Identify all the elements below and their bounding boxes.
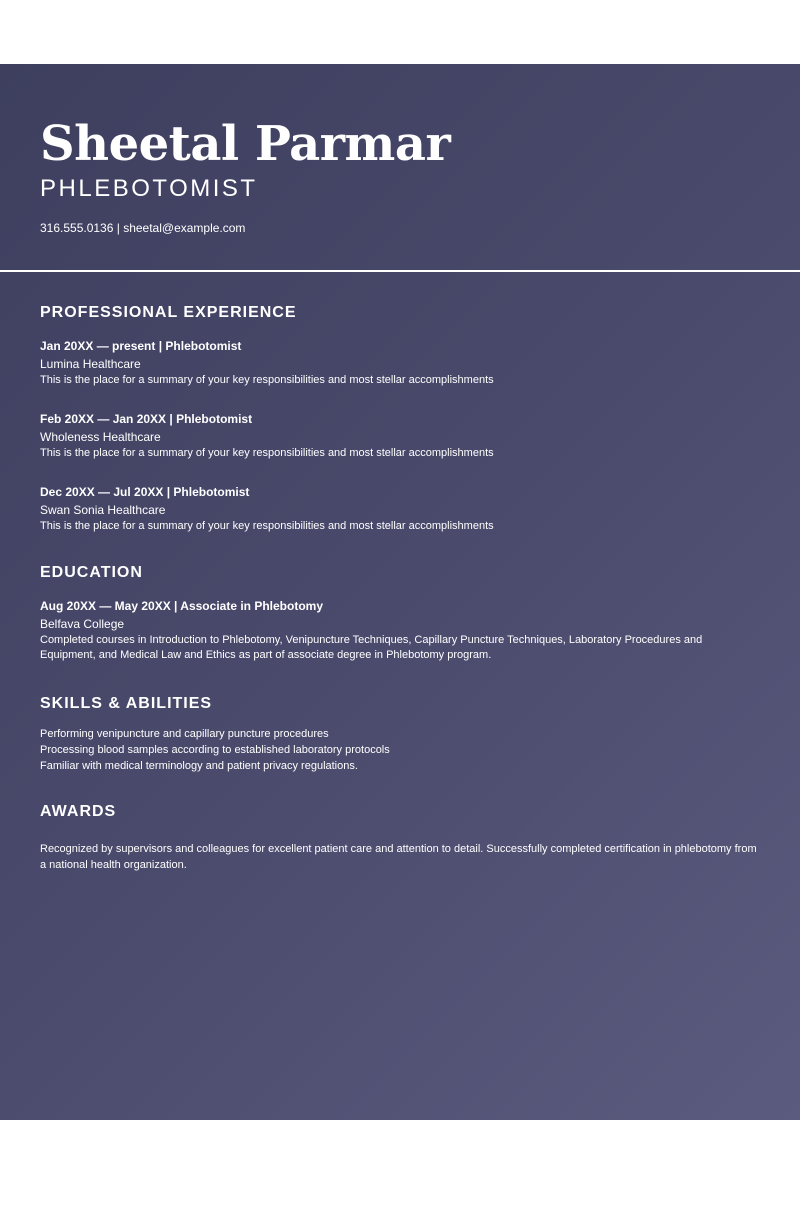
experience-section: [40, 304, 760, 534]
contact-info: 316.555.0136 | sheetal@example.com: [40, 221, 246, 235]
skills-list: [40, 726, 760, 774]
education-heading: EDUCATION: [40, 564, 143, 581]
job-header: Feb 20XX — Jan 20XX | Phlebotomist: [40, 412, 253, 426]
candidate-name: Sheetal Parmar: [40, 116, 451, 172]
awards-text: Recognized by supervisors and colleagues for excellent patient care and attention to detail. Successfully completed certification in phlebotomy from a national health organization.: [40, 843, 757, 871]
awards-section: [40, 803, 760, 873]
resume-content: [40, 304, 760, 897]
job-organization: Swan Sonia Healthcare: [40, 503, 166, 517]
job-header: Jan 20XX — present | Phlebotomist: [40, 339, 242, 353]
awards-heading: AWARDS: [40, 803, 117, 820]
job-header: Dec 20XX — Jul 20XX | Phlebotomist: [40, 485, 250, 499]
skill-item: Performing venipuncture and capillary puncture procedures: [40, 728, 329, 740]
experience-heading: PROFESSIONAL EXPERIENCE: [40, 304, 297, 321]
resume-page: [0, 64, 800, 1120]
job-entry: [40, 410, 760, 461]
job-organization: Wholeness Healthcare: [40, 430, 161, 444]
education-header: Aug 20XX — May 20XX | Associate in Phlebotomy: [40, 599, 323, 613]
education-section: [40, 564, 760, 663]
job-entry: [40, 483, 760, 534]
education-institution: Belfava College: [40, 617, 125, 631]
header-divider: [0, 270, 800, 272]
resume-header: [0, 64, 800, 235]
job-description: This is the place for a summary of your key responsibilities and most stellar accomplishments: [40, 374, 494, 386]
job-description: This is the place for a summary of your key responsibilities and most stellar accomplishments: [40, 520, 494, 532]
skills-section: [40, 695, 760, 774]
job-entry: [40, 337, 760, 388]
job-title: PHLEBOTOMIST: [40, 175, 258, 202]
education-description: Completed courses in Introduction to Phlebotomy, Venipuncture Techniques, Capillary Puncture Techniques, Laboratory Procedures and Equipment, and Medical Law and Ethics as part of associate degree in Phlebotomy program.: [40, 634, 703, 661]
job-organization: Lumina Healthcare: [40, 357, 141, 371]
skill-item: Familiar with medical terminology and patient privacy regulations.: [40, 760, 358, 772]
job-description: This is the place for a summary of your key responsibilities and most stellar accomplishments: [40, 447, 494, 459]
skill-item: Processing blood samples according to established laboratory protocols: [40, 744, 390, 756]
skills-heading: SKILLS & ABILITIES: [40, 695, 213, 712]
